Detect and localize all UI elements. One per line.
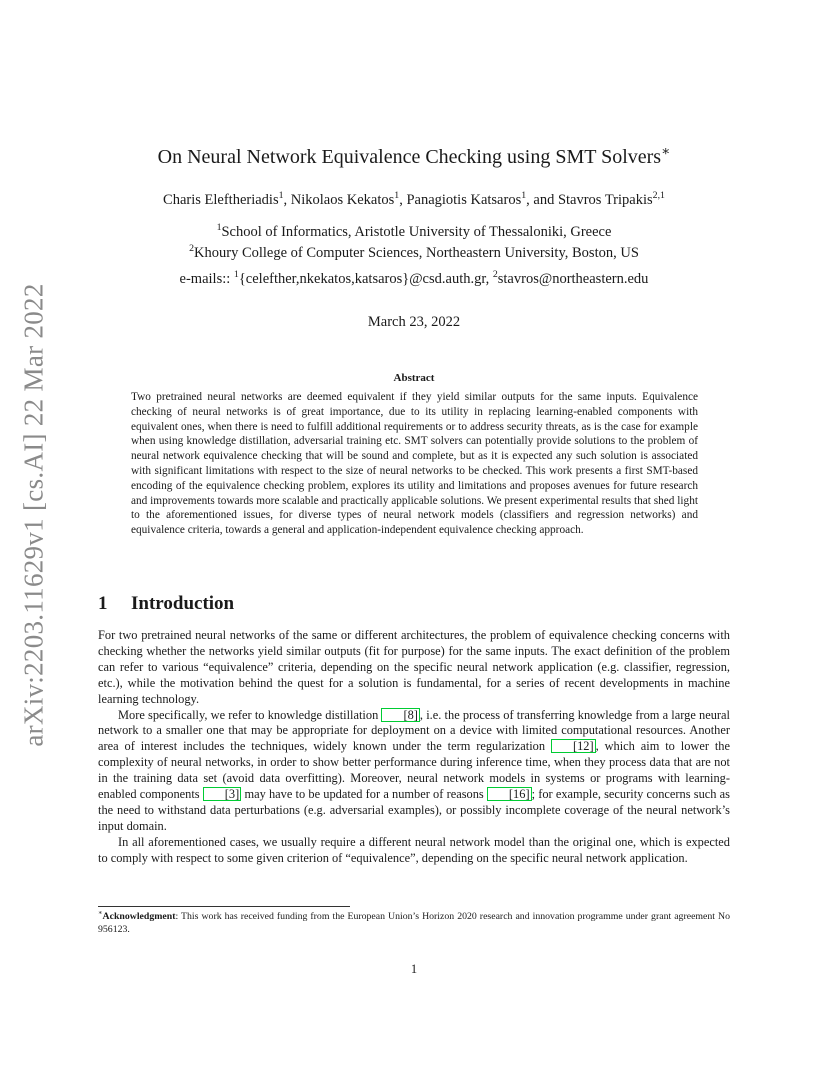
affiliation-text: School of Informatics, Aristotle University of Thessaloniki, Greece — [221, 224, 612, 240]
email-address: stavros@northeastern.edu — [497, 271, 649, 287]
arxiv-identifier: arXiv:2203.11629v1 [cs.AI] 22 Mar 2022 — [18, 283, 49, 747]
author-name: Nikolaos Kekatos — [290, 192, 395, 208]
author-separator: , — [399, 192, 407, 208]
author-affiliation-mark: 2,1 — [652, 190, 665, 202]
section-title: Introduction — [131, 593, 235, 614]
citation-link[interactable]: [12] — [551, 739, 596, 753]
title-footnote-mark: ∗ — [661, 143, 671, 159]
section-heading — [98, 593, 234, 615]
author-separator: , — [283, 192, 291, 208]
author-name: Stavros Tripakis — [557, 192, 653, 208]
footnote — [98, 910, 730, 936]
citation-link[interactable]: [3] — [203, 787, 241, 801]
page-number: 1 — [410, 962, 418, 976]
footnote-label: Acknowledgment — [102, 911, 176, 922]
citation-link[interactable]: [8] — [381, 708, 419, 722]
author-affiliation-mark: 1 — [278, 190, 284, 202]
affiliation-number: 2 — [189, 243, 195, 255]
author-separator: , and — [526, 192, 558, 208]
author-affiliation-mark: 1 — [394, 190, 400, 202]
affiliation-number: 1 — [216, 222, 222, 234]
paragraph-2 — [98, 708, 730, 835]
paper-date: March 23, 2022 — [367, 314, 461, 330]
email-line — [0, 271, 828, 288]
section-body — [98, 628, 730, 867]
footnote-divider — [98, 906, 350, 907]
author-list — [0, 192, 828, 209]
email-affiliation-mark: 2 — [492, 269, 498, 281]
paper-title-text: On Neural Network Equivalence Checking using SMT Solvers — [157, 146, 662, 168]
email-affiliation-mark: 1 — [233, 269, 239, 281]
citation-link[interactable]: [16] — [487, 787, 532, 801]
affiliation-2 — [0, 245, 828, 262]
footnote-mark: ∗ — [98, 909, 103, 917]
author-name: Panagiotis Katsaros — [406, 192, 522, 208]
email-label: e-mails:: — [179, 271, 234, 287]
abstract-body: Two pretrained neural networks are deemed equivalent if they yield similar outputs for the same inputs. Equivalence checking of neural networks is of great importance, due to its utility in replacing learning-enabled components with equivalent ones, when there is need to fulfill additional requirements or to address security threats, as is the case for example when using knowledge distillation, adversarial training etc. SMT solvers can potentially provide solutions to the problem of neural network equivalence checking that will be sound and complete, but as it is expected any such solution is associated with significant limitations with respect to the size of neural networks to be checked. This work presents a first SMT-based encoding of the equivalence checking problem, explores its utility and limitations and proposes avenues for future research and improvements towards more scalable and practically applicable solutions. We present experimental results that shed light to the aforementioned issues, for diverse types of neural network models (classifiers and regression networks) and equivalence criteria, towards a general and application-independent equivalence checking approach. — [131, 391, 698, 537]
paper-title — [0, 143, 828, 169]
affiliation-1 — [0, 224, 828, 241]
author-affiliation-mark: 1 — [521, 190, 527, 202]
author-name: Charis Eleftheriadis — [163, 192, 279, 208]
paragraph-1: For two pretrained neural networks of the same or different architectures, the problem of equivalence checking concerns with checking whether the networks yield similar outputs (fit for purpose) for the same inputs. The exact definition of the problem can refer to various “equivalence” criteria, depending on the specific neural network application (e.g. classifier, regression, etc.), while the motivation behind the quest for a solution is fundamental, for a series of recent developments in machine learning technology. — [98, 628, 730, 706]
email-address: {celefther,nkekatos,katsaros}@csd.auth.gr, — [238, 271, 493, 287]
abstract-heading: Abstract — [393, 372, 435, 384]
section-number: 1 — [98, 593, 108, 614]
paragraph-3: In all aforementioned cases, we usually require a different neural network model than the original one, which is expected to comply with respect to some given criterion of “equivalence”, depending on the specific neural network application. — [98, 834, 730, 865]
paragraph-text: , which aim to lower the complexity of neural networks, in order to show better performance during inference time, when they process data that are not in the training data set (avoid data overfitting). Moreover, neural network models in systems or programs with learning-enabled components — [98, 739, 730, 802]
arxiv-sidebar — [4, 283, 64, 747]
footnote-text: : This work has received funding from the European Union’s Horizon 2020 research and innovation programme under grant agreement No 956123. — [98, 911, 730, 935]
paragraph-text: , i.e. the process of transferring knowledge from a large neural network to a smaller one that may be appropriate for deployment on a device with limited computational resources. Another area of interest includes the techniques, widely known under the term regularization — [98, 707, 730, 754]
paragraph-text: may have to be updated for a number of reasons — [241, 787, 487, 802]
paragraph-text: More specifically, we refer to knowledge distillation — [118, 707, 382, 722]
paragraph-text: ; for example, security concerns such as the need to withstand data perturbations (e.g. adversarial examples), or possibly incomplete coverage of the neural network’s input domain. — [98, 787, 730, 833]
affiliation-text: Khoury College of Computer Sciences, Northeastern University, Boston, US — [194, 245, 639, 261]
